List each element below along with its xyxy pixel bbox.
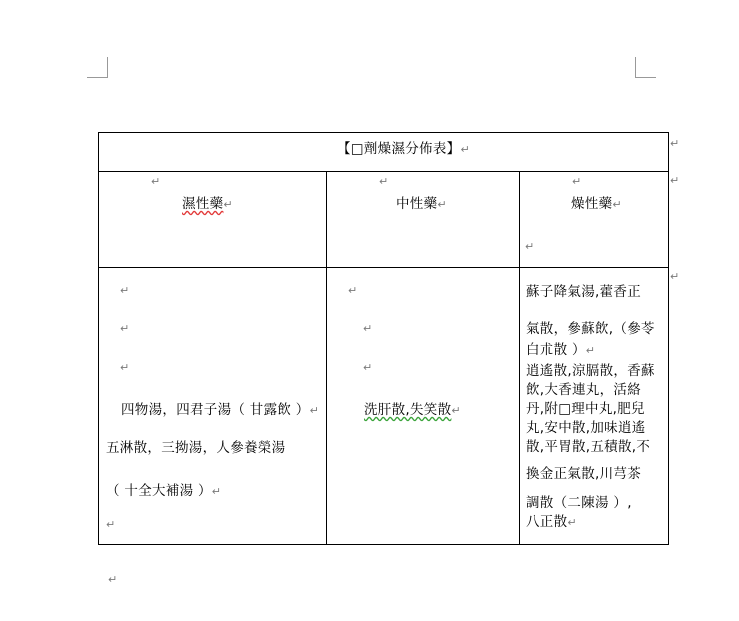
- neutral-line-1: 洗肝散,失笑散↵: [364, 402, 461, 418]
- header-wet: 濕性藥↵: [182, 196, 233, 212]
- paragraph-mark: ↵: [120, 284, 130, 297]
- distribution-table: [98, 132, 669, 545]
- paragraph-mark: ↵: [572, 175, 582, 188]
- paragraph-mark: ↵: [363, 322, 373, 335]
- paragraph-mark: ↵: [106, 518, 116, 531]
- neutral-herbs-cell: [327, 268, 520, 545]
- wet-herbs-cell: [99, 268, 327, 545]
- header-neutral: 中性藥↵: [396, 196, 447, 212]
- wet-line-2: 五淋散，三拗湯，人參養榮湯: [106, 440, 286, 456]
- paragraph-mark: ↵: [151, 175, 161, 188]
- wet-line-3: （ 十全大補湯 ）↵: [106, 483, 222, 499]
- row-end-mark: ↵: [670, 137, 680, 150]
- dry-line: 逍遙散,涼膈散，香蘇: [526, 363, 655, 379]
- table-title: 【□劑燥濕分佈表】↵: [337, 141, 470, 157]
- dry-line: 丸,安中散,加味逍遙: [526, 420, 646, 436]
- paragraph-mark: ↵: [348, 284, 358, 297]
- dry-line: 八正散↵: [526, 514, 577, 530]
- header-dry: 燥性藥↵: [571, 196, 622, 212]
- dry-line: 白朮散 ）↵: [526, 342, 596, 358]
- dry-line: 蘇子降氣湯,藿香正: [526, 284, 641, 300]
- dry-line: 調散（二陳湯 ）,: [526, 495, 632, 511]
- row-end-mark: ↵: [670, 270, 680, 283]
- dry-herbs-cell: [520, 268, 669, 545]
- row-end-mark: ↵: [670, 174, 680, 187]
- paragraph-mark: ↵: [525, 240, 535, 253]
- paragraph-mark: ↵: [120, 322, 130, 335]
- dry-line: 丹,附□理中丸,肥兒: [526, 401, 645, 417]
- header-cell-neutral: [327, 172, 520, 268]
- paragraph-mark: ↵: [379, 175, 389, 188]
- header-cell-dry: [520, 172, 669, 268]
- dry-line: 散,平胃散,五積散,不: [526, 439, 651, 455]
- paragraph-mark: ↵: [108, 573, 118, 586]
- paragraph-mark: ↵: [363, 361, 373, 374]
- header-cell-wet: [99, 172, 327, 268]
- dry-herbs-list: [526, 280, 672, 529]
- paragraph-mark: ↵: [120, 361, 130, 374]
- dry-line: 換金正氣散,川芎茶: [526, 466, 641, 482]
- table-title-cell: [99, 133, 669, 172]
- dry-line: 氣散，參蘇飲,（參苓: [526, 321, 655, 337]
- dry-line: 飲,大香連丸，活絡: [526, 382, 641, 398]
- wet-line-1: 四物湯，四君子湯（ 甘露飲 ）↵: [121, 402, 320, 418]
